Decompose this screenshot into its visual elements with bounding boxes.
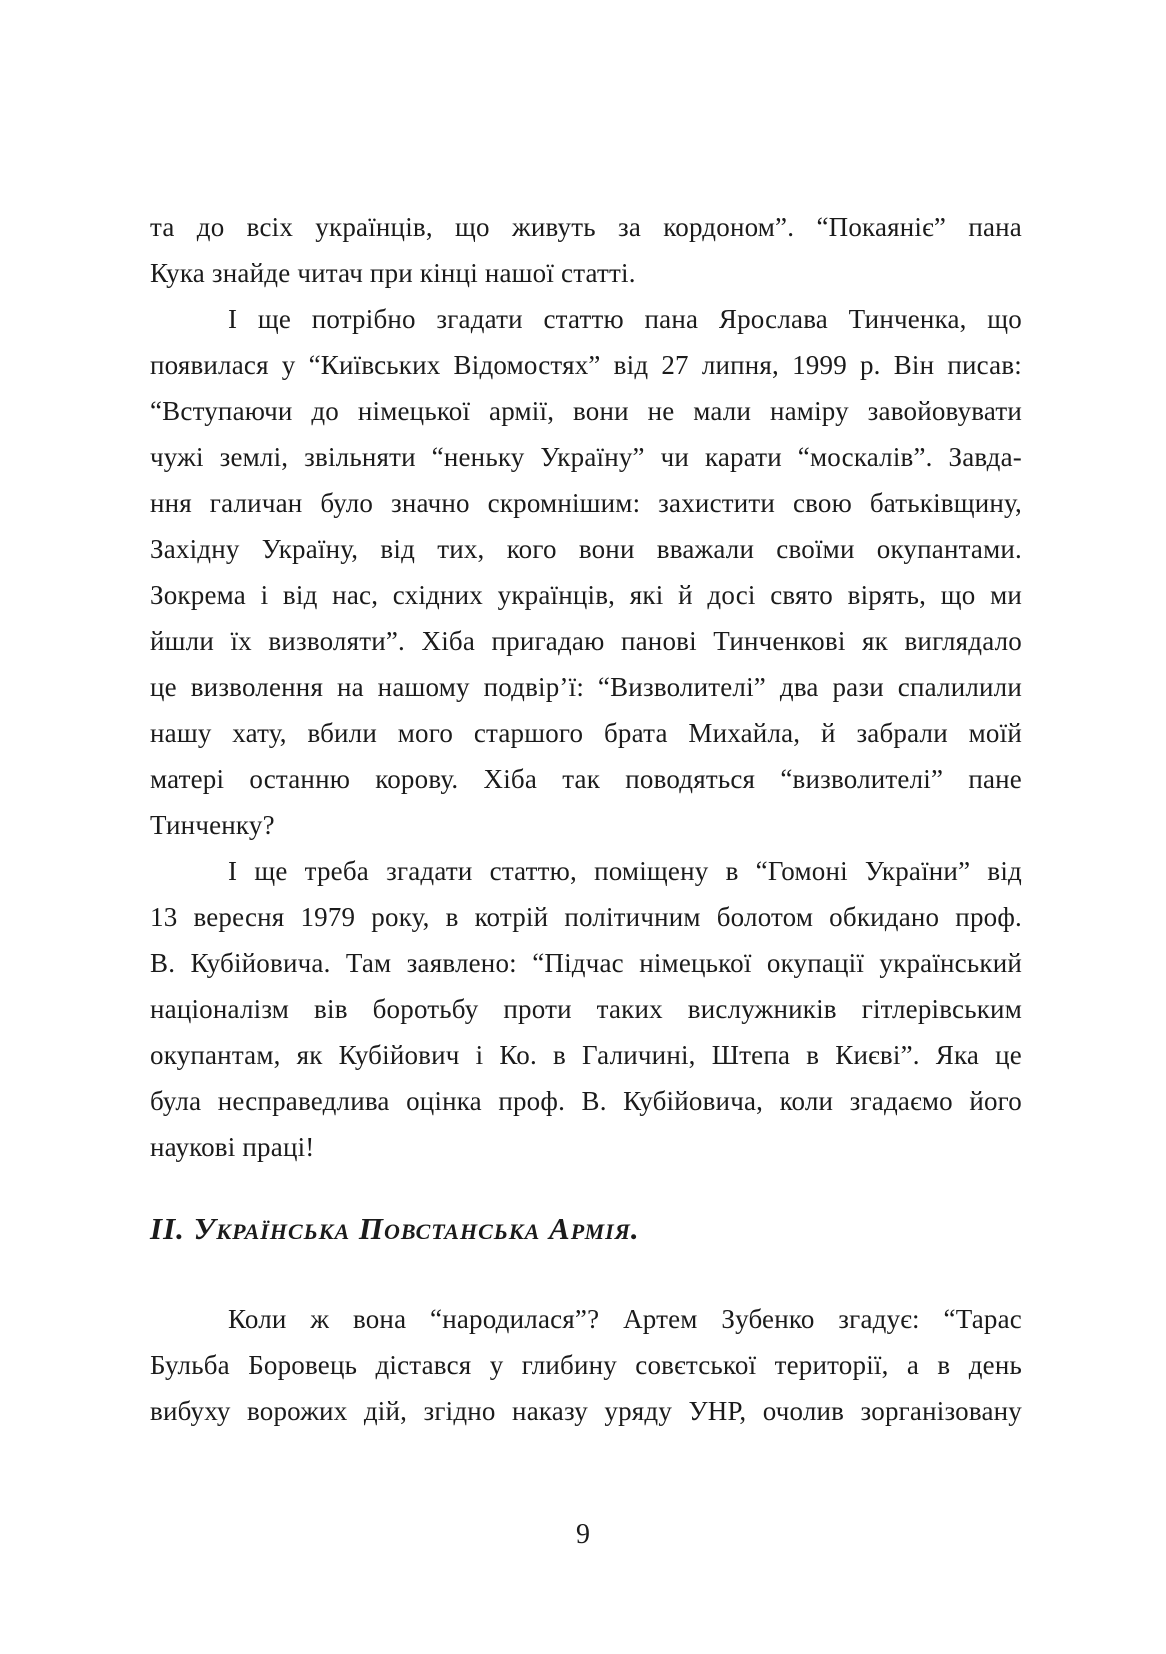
paragraph bbox=[150, 848, 1022, 1170]
text-line: матері останню корову. Хіба так поводяться “визволителі” пане bbox=[150, 764, 1022, 794]
text-line: появилася у “Київських Відомостях” від 27 липня, 1999 р. Він писав: bbox=[150, 350, 1022, 380]
section-heading: ІІ. Українська Повстанська Армія. bbox=[150, 1211, 640, 1246]
text-line: окупантам, як Кубійович і Ко. в Галичині, Штепа в Києві”. Яка це bbox=[150, 1040, 1022, 1070]
text-line: та до всіх українців, що живуть за кордоном”. “Покаяніє” пана bbox=[150, 212, 1022, 242]
text-column bbox=[150, 204, 1022, 1434]
text-line: Тинченку? bbox=[150, 810, 275, 840]
text-line: наукові праці! bbox=[150, 1132, 315, 1162]
paragraph bbox=[150, 204, 1022, 296]
text-line: Коли ж вона “народилася”? Артем Зубенко згадує: “Тарас bbox=[228, 1304, 1022, 1334]
text-line: Зокрема і від нас, східних українців, які й досі свято вірять, що ми bbox=[150, 580, 1022, 610]
text-line: “Вступаючи до німецької армії, вони не мали наміру завойовувати bbox=[150, 396, 1022, 426]
text-line: це визволення на нашому подвір’ї: “Визволителі” два рази спалилили bbox=[150, 672, 1022, 702]
text-line: І ще потрібно згадати статтю пана Ярослава Тинченка, що bbox=[228, 304, 1022, 334]
text-line: нашу хату, вбили мого старшого брата Михайла, й забрали моїй bbox=[150, 718, 1022, 748]
text-line: йшли їх визволяти”. Хіба пригадаю панові Тинченкові як виглядало bbox=[150, 626, 1022, 656]
page-number: 9 bbox=[576, 1519, 590, 1550]
text-line: ння галичан було значно скромнішим: захистити свою батьківщину, bbox=[150, 488, 1022, 518]
text-line: націоналізм вів боротьбу проти таких вислужників гітлерівським bbox=[150, 994, 1022, 1024]
text-line: 13 вересня 1979 року, в котрій політичним болотом обкидано проф. bbox=[150, 902, 1022, 932]
paragraph bbox=[150, 296, 1022, 848]
text-line: Бульба Боровець дістався у глибину совєтської території, а в день bbox=[150, 1350, 1022, 1380]
text-line: В. Кубійовича. Там заявлено: “Підчас німецької окупації український bbox=[150, 948, 1022, 978]
text-line: Західну Україну, від тих, кого вони вважали своїми окупантами. bbox=[150, 534, 1022, 564]
text-line: була несправедлива оцінка проф. В. Кубійовича, коли згадаємо його bbox=[150, 1086, 1022, 1116]
text-line: чужі землі, звільняти “неньку Україну” чи карати “москалів”. Завда- bbox=[150, 442, 1022, 472]
text-line: Кука знайде читач при кінці нашої статті. bbox=[150, 258, 636, 288]
paragraph bbox=[150, 1296, 1022, 1434]
text-line: вибуху ворожих дій, згідно наказу уряду УНР, очолив зорганізовану bbox=[150, 1396, 1022, 1426]
text-line: І ще треба згадати статтю, поміщену в “Гомоні України” від bbox=[228, 856, 1022, 886]
